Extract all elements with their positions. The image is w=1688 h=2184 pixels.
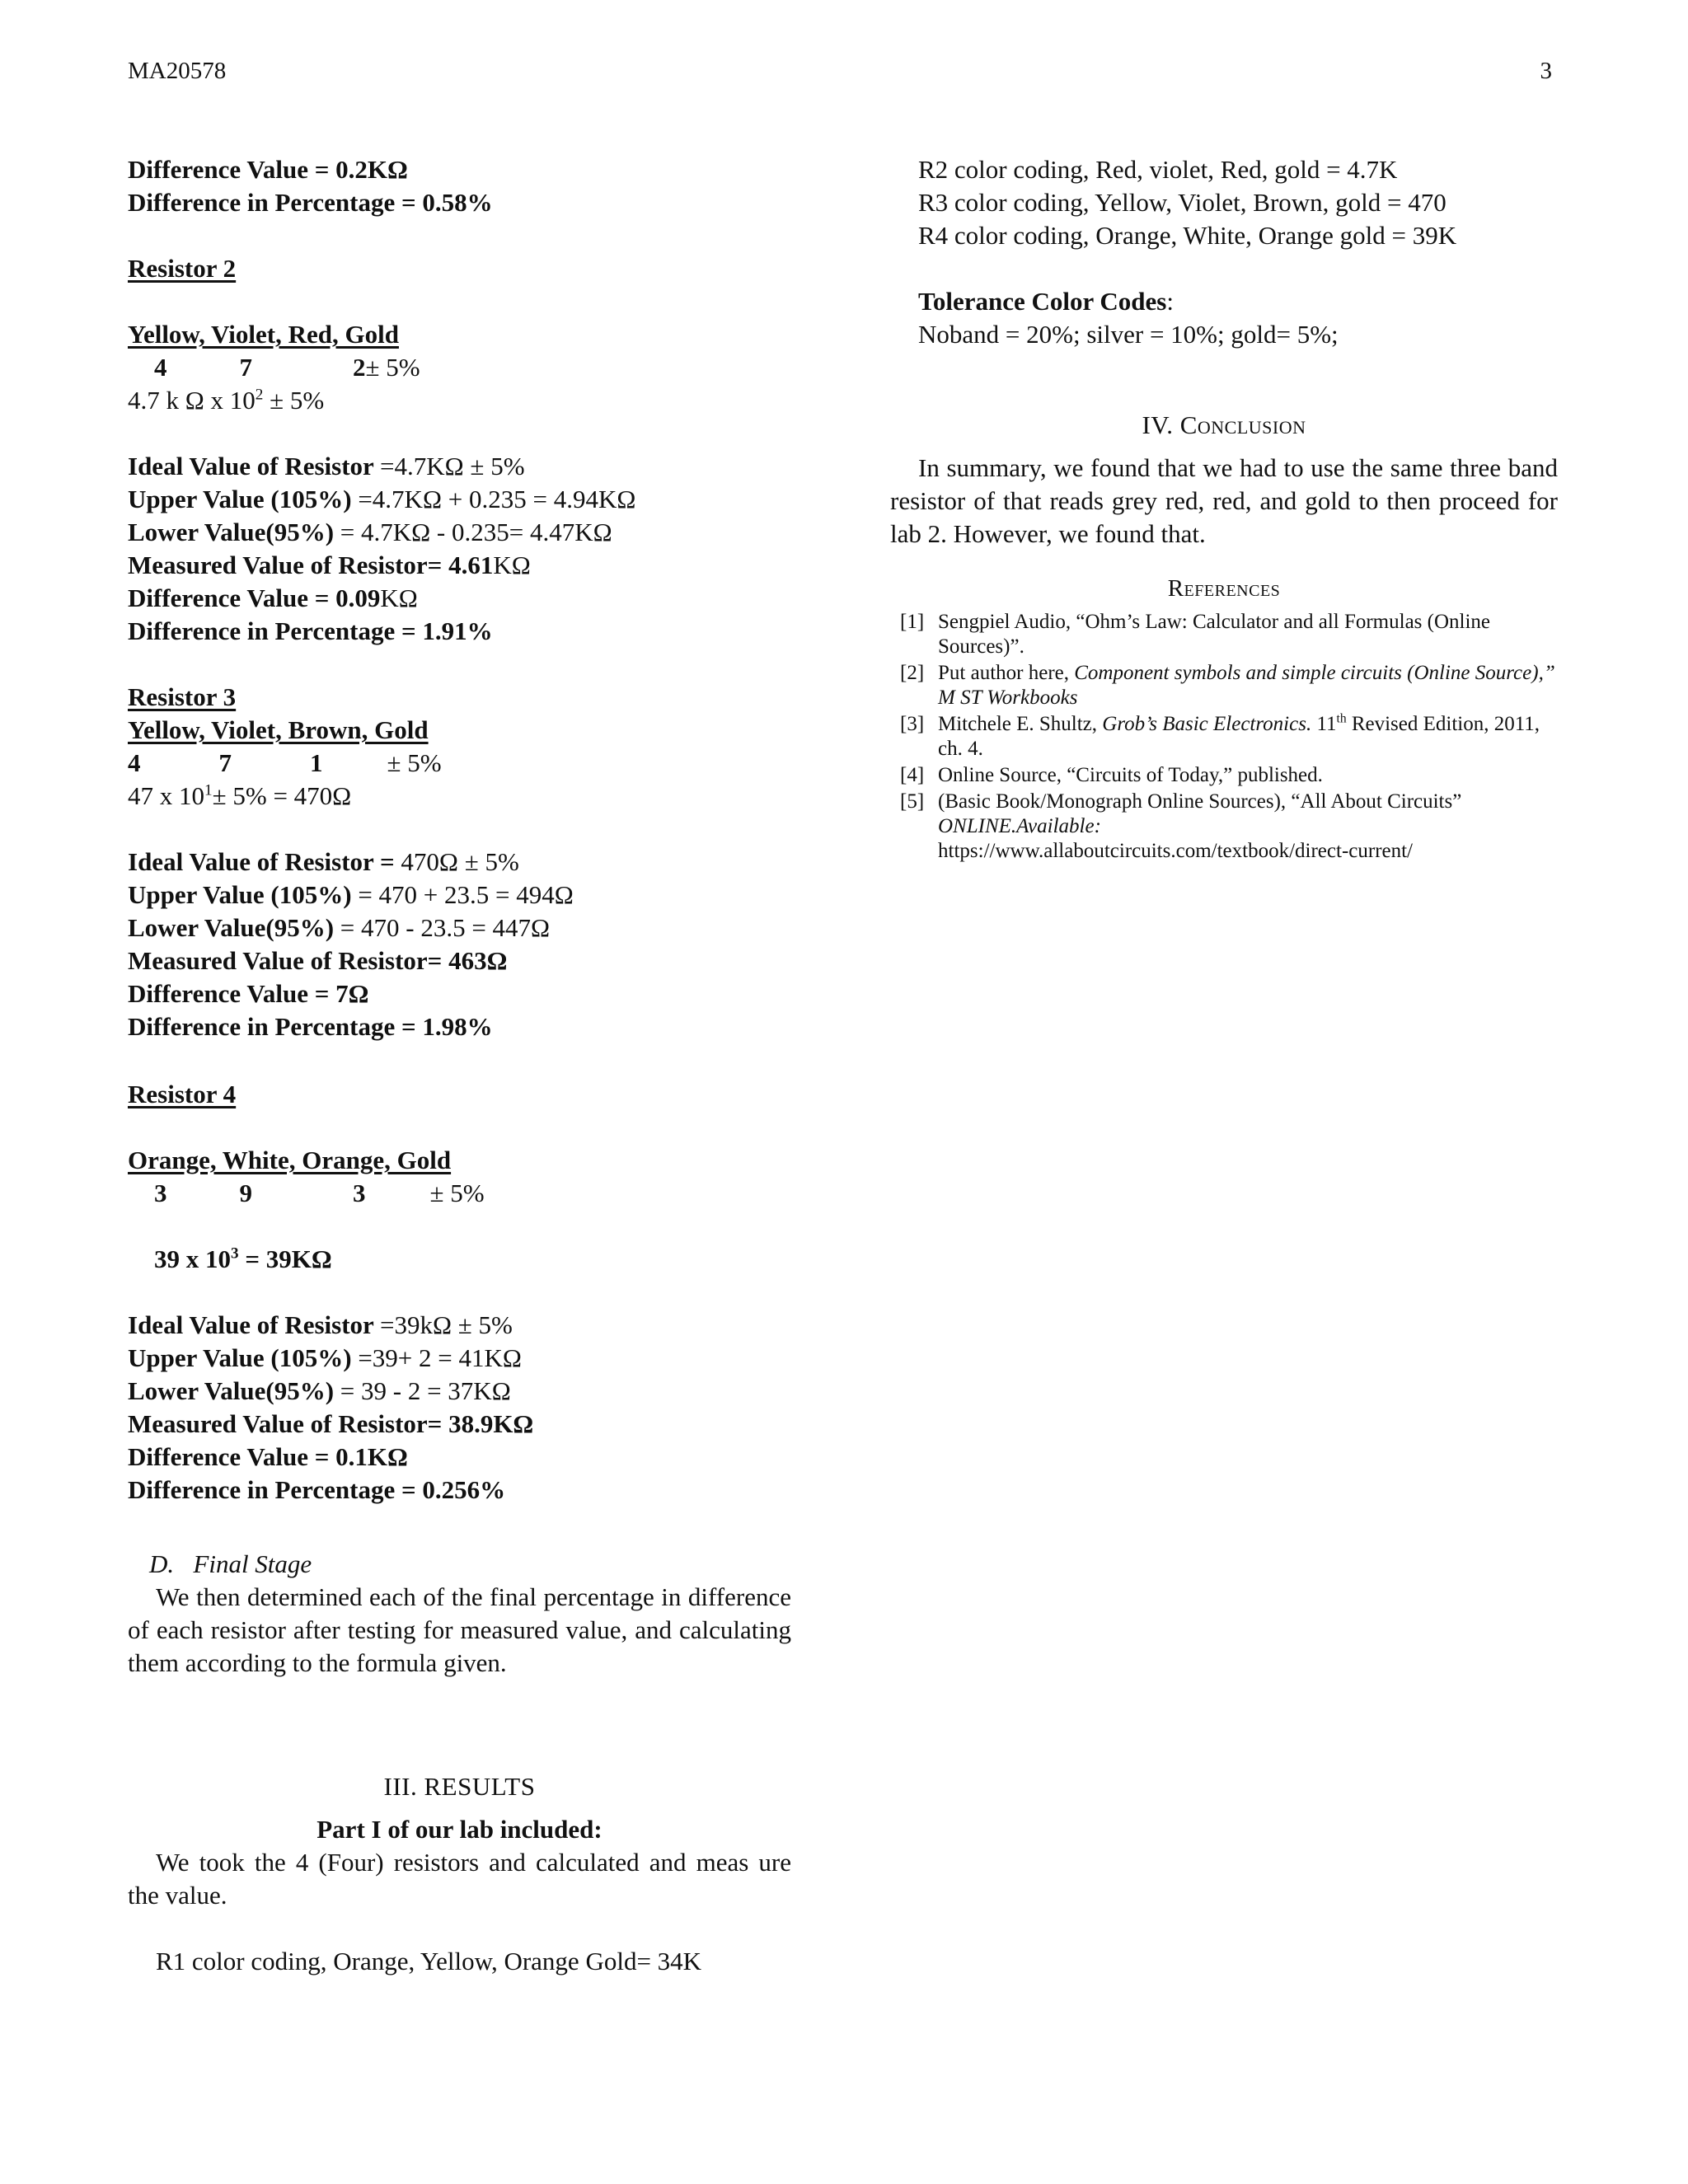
- resistor-3-upper: Upper Value (105%) = 470 + 23.5 = 494Ω: [128, 880, 574, 909]
- r3-color-coding: R3 color coding, Yellow, Violet, Brown, gold = 470: [918, 188, 1447, 217]
- resistor-3-percentage: Difference in Percentage = 1.98%: [128, 1012, 493, 1041]
- r1-color-coding: R1 color coding, Orange, Yellow, Orange Gold= 34K: [156, 1947, 702, 1975]
- tolerance-text: Noband = 20%; silver = 10%; gold= 5%;: [918, 320, 1339, 349]
- conclusion-heading: IV. Conclusion: [1142, 410, 1306, 439]
- resistor-3-ideal: Ideal Value of Resistor = 470Ω ± 5%: [128, 847, 519, 876]
- results-heading: III. RESULTS: [383, 1772, 536, 1801]
- resistor-3-difference: Difference Value = 7Ω: [128, 979, 369, 1008]
- resistor-4-lower: Lower Value(95%) = 39 - 2 = 37KΩ: [128, 1376, 511, 1405]
- final-stage-heading: D. Final Stage: [149, 1549, 312, 1578]
- resistor-2-calc: 4.7 k Ω x $10^2 \pm 5\%$: [128, 386, 325, 415]
- reference-url[interactable]: https://www.allaboutcircuits.com/textbook/direct-current/: [938, 840, 1414, 862]
- reference-item: [5] (Basic Book/Monograph Online Sources), “All About Circuits” ONLINE.Available: https://www.allaboutcircuits.com/textbook/direct-current/: [900, 790, 1558, 864]
- resistor-2-difference: Difference Value = 0.09KΩ: [128, 583, 418, 612]
- resistor-4-upper: Upper Value (105%) =39+ 2 = 41KΩ: [128, 1343, 522, 1372]
- page-number: 3: [1540, 58, 1552, 84]
- references-list: [900, 610, 1558, 864]
- r2-color-coding: R2 color coding, Red, violet, Red, gold = 4.7K: [918, 155, 1398, 184]
- resistor-4-title: Resistor 4: [128, 1080, 237, 1108]
- right-column: [890, 153, 1558, 865]
- running-header-id: MA20578: [128, 58, 227, 84]
- resistor-3-measured: Measured Value of Resistor= 463Ω: [128, 946, 508, 975]
- resistor-3-title: Resistor 3: [128, 682, 237, 711]
- reference-item: [4] Online Source, “Circuits of Today,” published.: [900, 764, 1323, 786]
- resistor-3-lower: Lower Value(95%) = 470 - 23.5 = 447Ω: [128, 913, 551, 942]
- results-text: We took the 4 (Four) resistors and calculated and meas ure the value.: [128, 1848, 791, 1910]
- resistor-2-colors: Yellow, Violet, Red, Gold: [128, 320, 399, 349]
- resistor-2-measured: Measured Value of Resistor= 4.61KΩ: [128, 551, 531, 579]
- resistor-2-percentage: Difference in Percentage = 1.91%: [128, 616, 493, 645]
- resistor-3-digits: 4 7 1 ± 5%: [128, 748, 442, 777]
- r1-difference-value: Difference Value = 0.2KΩ: [128, 155, 408, 184]
- references-heading: References: [1167, 575, 1281, 602]
- resistor-4-calc: 39 x $10^3 = 39K\Omega$: [154, 1244, 332, 1273]
- r1-difference-percentage: Difference in Percentage = 0.58%: [128, 188, 493, 217]
- resistor-2-title: Resistor 2: [128, 254, 237, 283]
- resistor-4-difference: Difference Value = 0.1KΩ: [128, 1442, 408, 1471]
- tolerance-title: Tolerance Color Codes:: [918, 287, 1174, 316]
- resistor-2-ideal: Ideal Value of Resistor =4.7KΩ ± 5%: [128, 452, 525, 480]
- resistor-4-measured: Measured Value of Resistor= 38.9KΩ: [128, 1409, 534, 1438]
- resistor-4-percentage: Difference in Percentage = 0.256%: [128, 1475, 506, 1504]
- resistor-2-digits: 4 7 2± 5%: [154, 353, 420, 382]
- resistor-4-colors: Orange, White, Orange, Gold: [128, 1146, 452, 1174]
- reference-item: [3] Mitchele E. Shultz, Grob’s Basic Electronics. 11th Revised Edition, 2011, ch. 4.: [900, 711, 1540, 760]
- reference-item: [1] Sengpiel Audio, “Ohm’s Law: Calculator and all Formulas (Online Sources)”.: [900, 611, 1491, 658]
- resistor-4-ideal: Ideal Value of Resistor =39kΩ ± 5%: [128, 1310, 513, 1339]
- results-subheading: Part I of our lab included:: [316, 1815, 603, 1844]
- resistor-2-upper: Upper Value (105%) =4.7KΩ + 0.235 = 4.94KΩ: [128, 485, 636, 513]
- r4-color-coding: R4 color coding, Orange, White, Orange gold = 39K: [918, 221, 1457, 250]
- conclusion-text: In summary, we found that we had to use the same three band resistor of that reads grey red, red, and gold to then proceed for lab 2. However, we found that.: [890, 453, 1558, 548]
- resistor-3-colors: Yellow, Violet, Brown, Gold: [128, 715, 429, 744]
- resistor-4-digits: 3 9 3 ± 5%: [154, 1179, 485, 1207]
- resistor-2-lower: Lower Value(95%) = 4.7KΩ - 0.235= 4.47KΩ: [128, 518, 612, 546]
- reference-item: [2] Put author here, Component symbols and simple circuits (Online Source),” M ST Workbooks: [900, 662, 1555, 709]
- left-column: [128, 153, 791, 1978]
- resistor-3-calc: 47 x $10^1\pm 5\% = 470\Omega$: [128, 781, 352, 810]
- final-stage-text: We then determined each of the final percentage in difference of each resistor after testing for measured value, and calculating them according to the formula given.: [128, 1582, 791, 1677]
